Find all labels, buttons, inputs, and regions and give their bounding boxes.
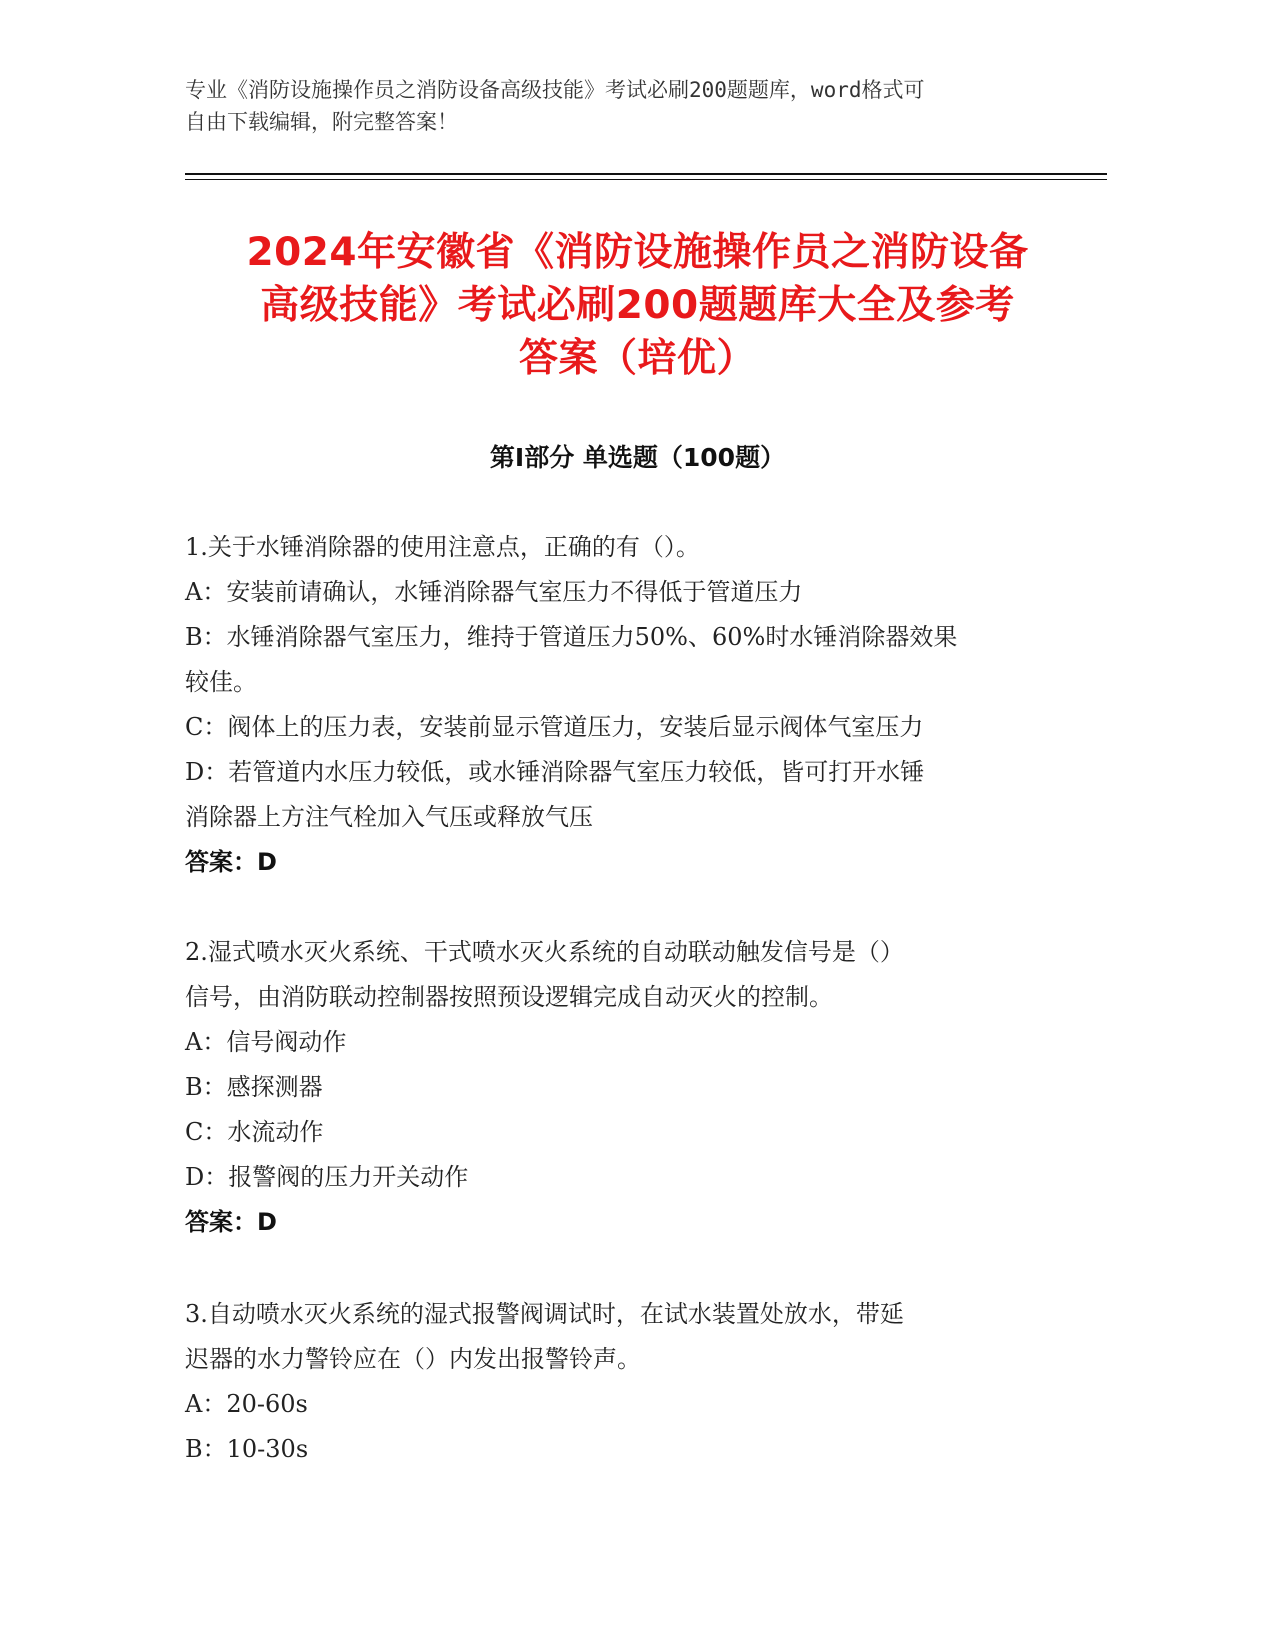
question-3	[185, 1292, 1085, 1472]
option-line: A：信号阀动作	[185, 1028, 347, 1056]
option-line: D：若管道内水压力较低，或水锤消除器气室压力较低，皆可打开水锤	[185, 758, 925, 786]
answer-label: 答案：D	[185, 1208, 277, 1236]
title-line-3: 答案（培优）	[518, 336, 756, 381]
header-note-line-1: 专业《消防设施操作员之消防设备高级技能》考试必刷200题题库，word格式可	[185, 78, 925, 102]
question-stem-line: 3.自动喷水灭火系统的湿式报警阀调试时，在试水装置处放水，带延	[185, 1300, 904, 1328]
option-line: A：20-60s	[185, 1390, 308, 1418]
option-line: C：水流动作	[185, 1118, 324, 1146]
option-line: B：感探测器	[185, 1073, 323, 1101]
header-divider-thin	[185, 179, 1107, 180]
option-line: 消除器上方注气栓加入气压或释放气压	[185, 803, 593, 831]
option-line: B：10-30s	[185, 1435, 309, 1463]
option-line: A：安装前请确认，水锤消除器气室压力不得低于管道压力	[185, 578, 803, 606]
header-divider-thick	[185, 173, 1107, 175]
option-line: 较佳。	[185, 668, 257, 696]
document-title	[150, 226, 1125, 385]
question-stem-line: 迟器的水力警铃应在（）内发出报警铃声。	[185, 1345, 641, 1373]
option-line: B：水锤消除器气室压力，维持于管道压力50%、60%时水锤消除器效果	[185, 623, 958, 651]
question-2	[185, 930, 1085, 1245]
option-line: C：阀体上的压力表，安装前显示管道压力，安装后显示阀体气室压力	[185, 713, 924, 741]
question-stem-line: 2.湿式喷水灭火系统、干式喷水灭火系统的自动联动触发信号是（）	[185, 938, 904, 966]
option-line: D：报警阀的压力开关动作	[185, 1163, 469, 1191]
question-stem-line: 1.关于水锤消除器的使用注意点，正确的有（）。	[185, 533, 700, 561]
question-1	[185, 525, 1085, 885]
header-note	[185, 74, 1085, 138]
section-title: 第I部分 单选题（100题）	[489, 443, 786, 472]
header-note-line-2: 自由下载编辑，附完整答案！	[185, 110, 458, 134]
title-line-1: 2024年安徽省《消防设施操作员之消防设备	[246, 230, 1029, 275]
answer-label: 答案：D	[185, 848, 277, 876]
question-stem-line: 信号，由消防联动控制器按照预设逻辑完成自动灭火的控制。	[185, 983, 833, 1011]
title-line-2: 高级技能》考试必刷200题题库大全及参考	[260, 283, 1015, 328]
